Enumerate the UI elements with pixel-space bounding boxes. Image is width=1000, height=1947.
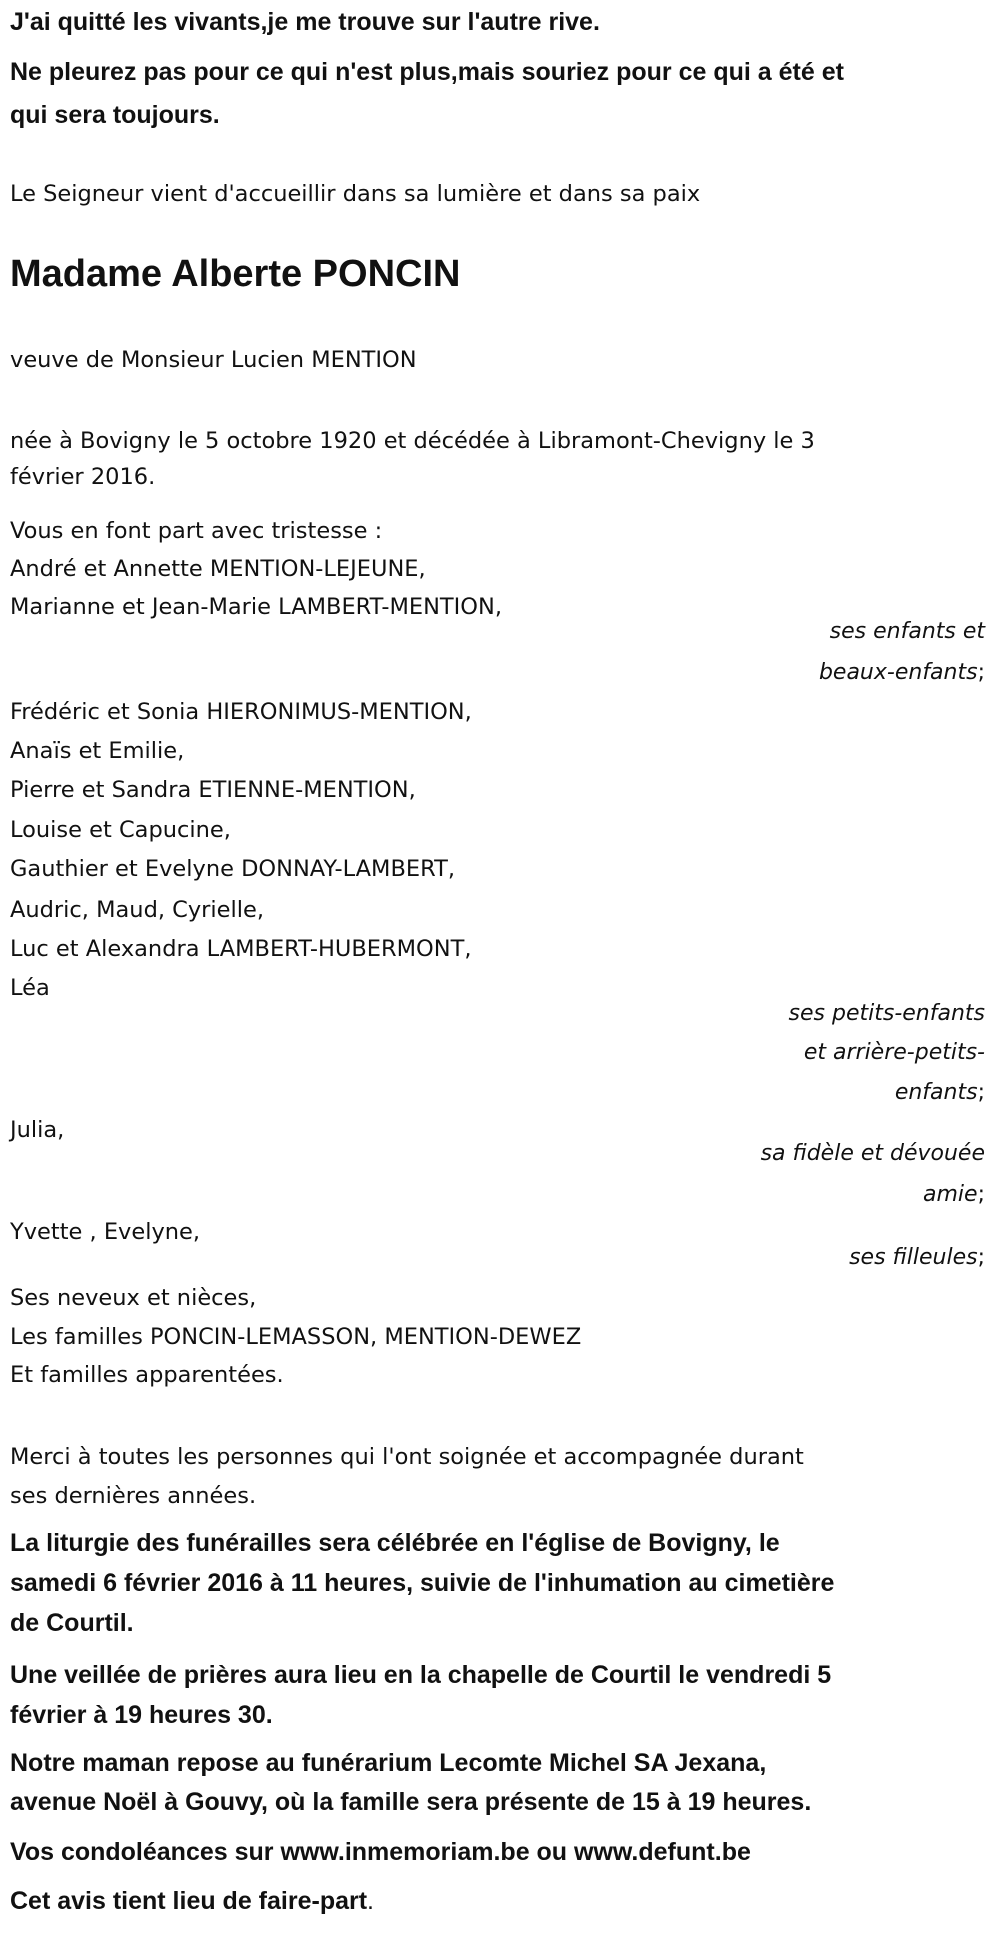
relation-label: sa fidèle et dévouée [760,1141,985,1166]
relation-label-text: enfants [894,1080,978,1105]
other-relatives: Ses neveux et nièces, [10,1285,257,1311]
relation-label: et arrière-petits- [803,1040,985,1065]
relative-name: Anaïs et Emilie, [10,738,185,764]
vigil-line: février à 19 heures 30. [10,1701,273,1729]
epitaph-line: J'ai quitté les vivants,je me trouve sur l'autre rive. [10,8,600,36]
rest-line: avenue Noël à Gouvy, où la famille sera présente de 15 à 19 heures. [10,1788,812,1816]
closing-text [10,1881,374,1921]
relative-name: Frédéric et Sonia HIERONIMUS-MENTION, [10,699,472,725]
deceased-name: Madame Alberte PONCIN [10,253,461,295]
condolences-text: Vos condoléances sur www.inmemoriam.be ou www.defunt.be [10,1838,751,1866]
relative-name: Luc et Alexandra LAMBERT-HUBERMONT, [10,936,472,962]
funeral-line: samedi 6 février 2016 à 11 heures, suivie de l'inhumation au cimetière [10,1569,835,1597]
funeral-line: La liturgie des funérailles sera célébrée en l'église de Bovigny, le [10,1529,780,1557]
funeral-line: de Courtil. [10,1609,134,1637]
widow-of: veuve de Monsieur Lucien MENTION [10,347,417,373]
relation-label: ses petits-enfants [788,1001,985,1026]
thanks-line: Merci à toutes les personnes qui l'ont soignée et accompagnée durant [10,1444,804,1470]
relation-label-text: ses filleules [849,1245,978,1270]
intro-text: Le Seigneur vient d'accueillir dans sa lumière et dans sa paix [10,181,701,207]
closing-punctuation: . [367,1887,374,1915]
relation-label [819,653,985,693]
relation-label [923,1175,985,1215]
relation-label: ses enfants et [829,619,985,644]
relative-name: Louise et Capucine, [10,817,231,843]
relative-name: Marianne et Jean-Marie LAMBERT-MENTION, [10,594,503,620]
label-punctuation: ; [977,1080,985,1105]
thanks-line: ses dernières années. [10,1483,257,1509]
relation-label [849,1238,985,1278]
label-punctuation: ; [977,1245,985,1270]
birth-death-line: février 2016. [10,464,156,490]
vigil-line: Une veillée de prières aura lieu en la chapelle de Courtil le vendredi 5 [10,1661,832,1689]
other-relatives: Les familles PONCIN-LEMASSON, MENTION-DEWEZ [10,1324,582,1350]
announcement-intro: Vous en font part avec tristesse : [10,518,383,544]
other-relatives: Et familles apparentées. [10,1362,284,1388]
epitaph-line: Ne pleurez pas pour ce qui n'est plus,mais souriez pour ce qui a été et [10,58,844,86]
relation-label-text: amie [923,1182,978,1207]
relative-name: Pierre et Sandra ETIENNE-MENTION, [10,777,416,803]
rest-line: Notre maman repose au funérarium Lecomte Michel SA Jexana, [10,1749,767,1777]
relative-name: Léa [10,975,50,1001]
label-punctuation: ; [977,1182,985,1207]
relative-name: Yvette , Evelyne, [10,1219,201,1245]
relative-name: Audric, Maud, Cyrielle, [10,897,265,923]
relation-label-text: beaux-enfants [818,660,978,685]
relative-name: Gauthier et Evelyne DONNAY-LAMBERT, [10,856,456,882]
relative-name: Julia, [10,1117,65,1143]
label-punctuation: ; [977,660,985,685]
birth-death-line: née à Bovigny le 5 octobre 1920 et décédée à Libramont-Chevigny le 3 [10,428,815,454]
relative-name: André et Annette MENTION-LEJEUNE, [10,556,426,582]
relation-label [895,1073,985,1113]
closing-main: Cet avis tient lieu de faire-part [10,1887,368,1915]
epitaph-line: qui sera toujours. [10,101,220,129]
